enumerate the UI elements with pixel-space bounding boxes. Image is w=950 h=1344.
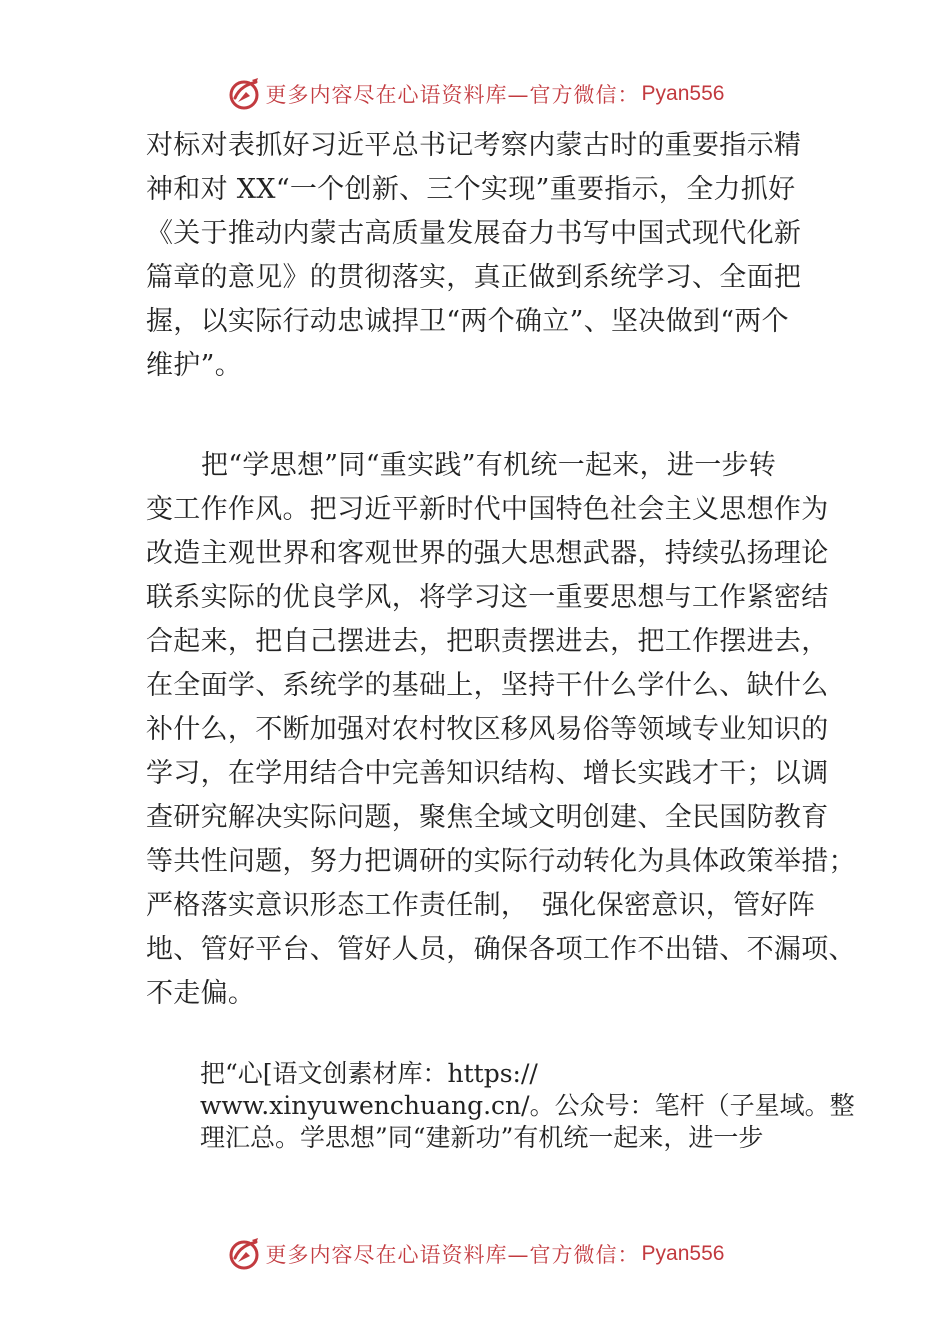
paragraph-line: 在全面学、系统学的基础上，坚持干什么学什么、缺什么 [146,670,829,701]
paragraph-line: 篇章的意见》的贯彻落实，真正做到系统学习、全面把 [146,262,802,293]
paragraph-line: 地、管好平台、管好人员，确保各项工作不出错、不漏项、 [146,934,856,965]
brand-logo-icon [226,1236,262,1272]
paragraph-3 [200,1058,860,1154]
paragraph-line: 补什么，不断加强对农村牧区移风易俗等领域专业知识的 [146,714,829,745]
paragraph-line: 严格落实意识形态工作责任制， 强化保密意识，管好阵 [146,890,815,921]
footer-banner [0,1234,950,1274]
paragraph-line: 查研究解决实际问题，聚焦全域文明创建、全民国防教育 [146,802,829,833]
paragraph-1 [146,124,836,388]
paragraph-line: 把“心[语文创素材库：https:// [200,1059,538,1088]
paragraph-line: 联系实际的优良学风，将学习这一重要思想与工作紧密结 [146,582,829,613]
header-banner-text: 更多内容尽在心语资料库—官方微信： [265,83,640,107]
paragraph-line: 学习，在学用结合中完善知识结构、增长实践才干；以调 [146,758,829,789]
paragraph-line: 理汇总。学思想”同“建新功”有机统一起来，进一步 [200,1123,764,1152]
paragraph-line: 不走偏。 [146,978,256,1009]
footer-wechat-id: Pyan556 [641,1242,725,1265]
brand-logo-icon [226,76,262,112]
paragraph-line: 把“学思想”同“重实践”有机统一起来，进一步转 [201,450,777,481]
paragraph-gap [146,388,836,444]
paragraph-line: 变工作作风。把习近平新时代中国特色社会主义思想作为 [146,494,829,525]
paragraph-line: 合起来，把自己摆进去，把职责摆进去，把工作摆进去， [146,626,829,657]
paragraph-line: www.xinyuwenchuang.cn/。公众号：笔杆（子星域。整 [200,1091,855,1120]
footer-banner-text: 更多内容尽在心语资料库—官方微信： [265,1243,640,1267]
document-body [146,124,856,1016]
paragraph-line: 改造主观世界和客观世界的强大思想武器，持续弘扬理论 [146,538,829,569]
paragraph-line: 对标对表抓好习近平总书记考察内蒙古时的重要指示精 [146,130,802,161]
paragraph-line: 握，以实际行动忠诚捍卫“两个确立”、坚决做到“两个 [146,306,789,337]
paragraph-line: 神和对 XX“一个创新、三个实现”重要指示，全力抓好 [146,174,796,205]
paragraph-line: 《关于推动内蒙古高质量发展奋力书写中国式现代化新 [146,218,802,249]
paragraph-line: 维护”。 [146,350,243,381]
header-wechat-id: Pyan556 [641,82,725,105]
paragraph-2 [146,444,856,1016]
paragraph-line: 等共性问题，努力把调研的实际行动转化为具体政策举措； [146,846,856,877]
header-banner [0,74,950,114]
